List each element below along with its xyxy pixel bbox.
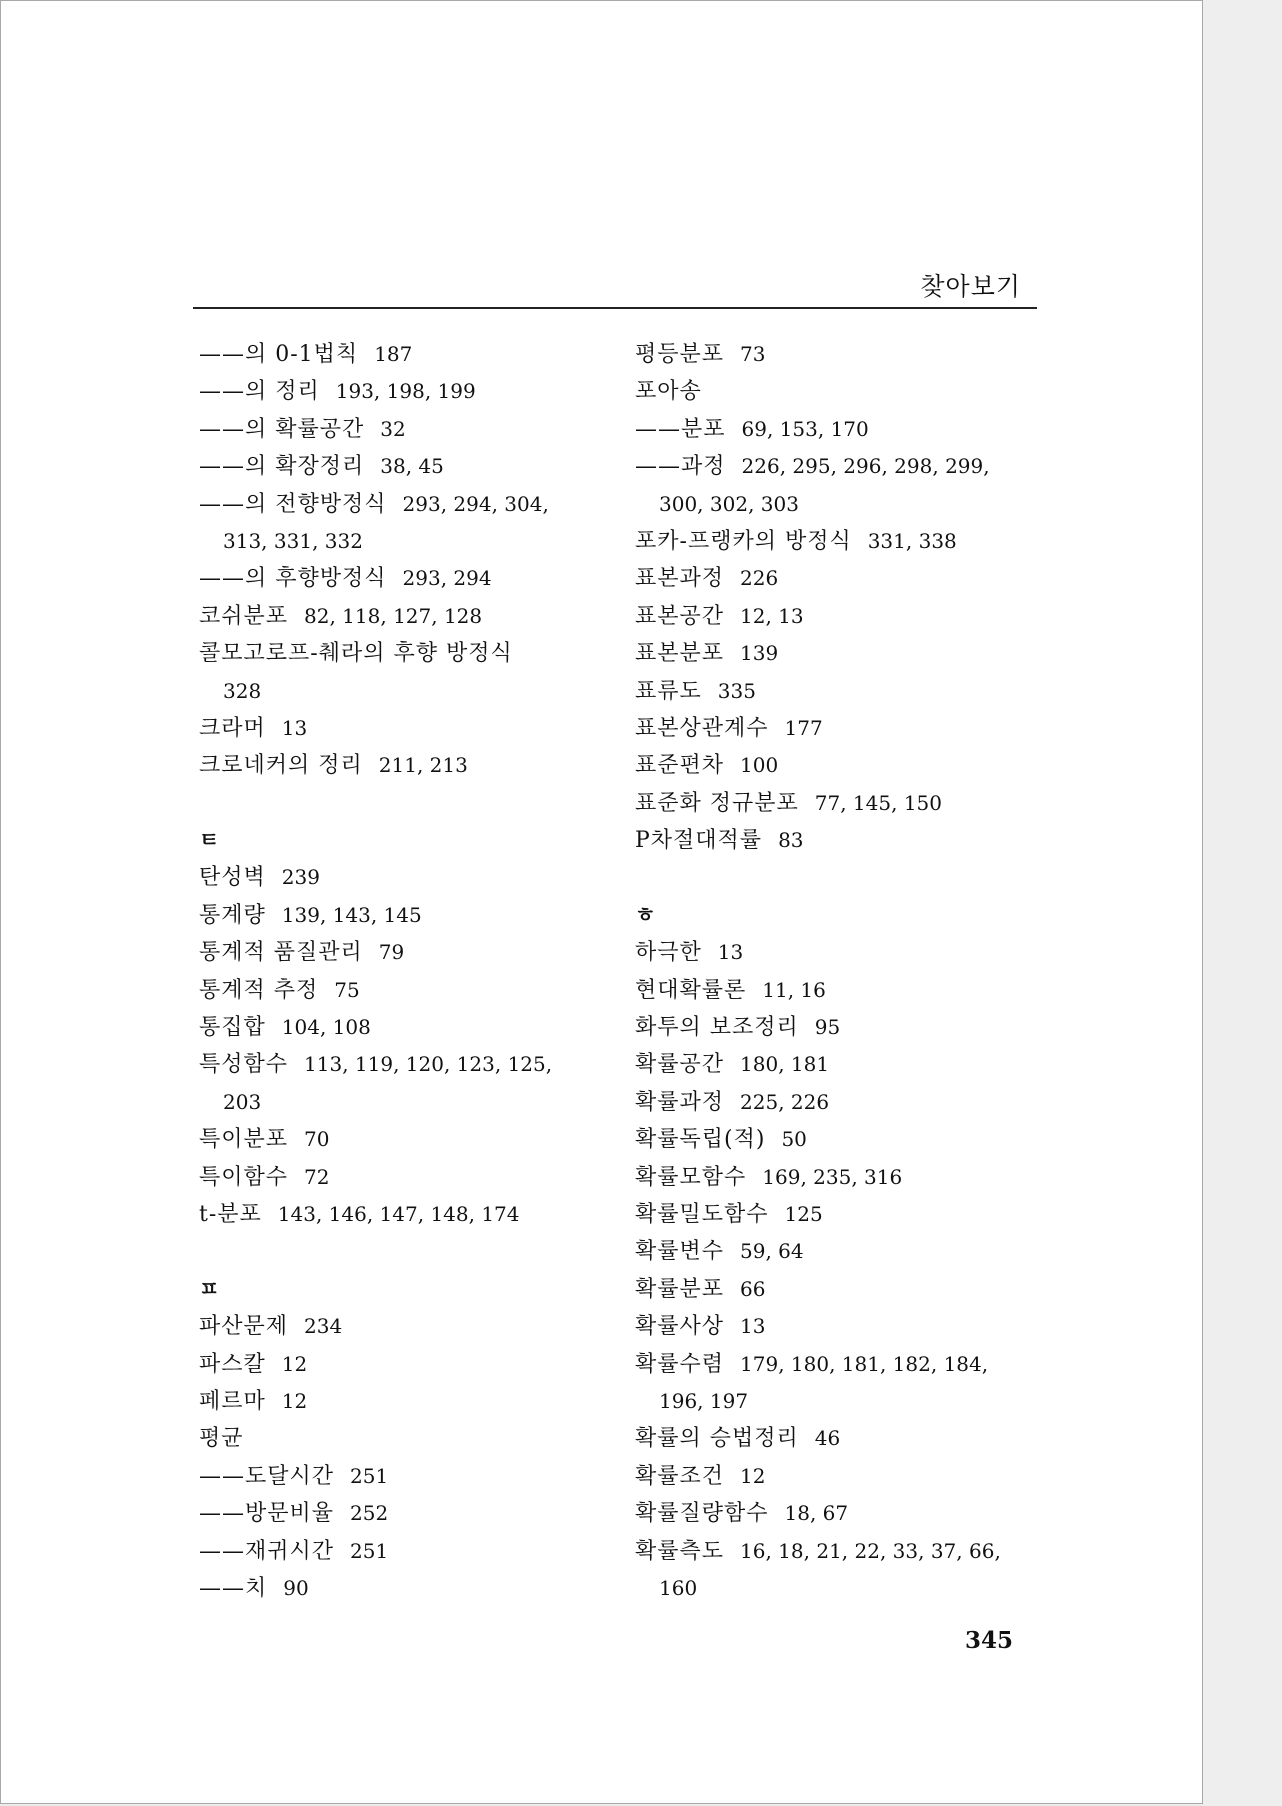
entry-pages: 73 (740, 342, 766, 366)
entry-term: ——방문비율 (199, 1501, 335, 1527)
index-entry (199, 1570, 619, 1607)
header-rule (193, 307, 1037, 309)
index-entry (635, 822, 1055, 859)
entry-term: 통계적 품질관리 (199, 940, 363, 966)
index-entry (635, 560, 1055, 597)
index-entry (199, 373, 619, 410)
entry-pages: 211, 213 (378, 753, 468, 778)
index-entry (199, 1308, 619, 1345)
entry-term: t-분포 (199, 1201, 262, 1227)
index-entry (199, 560, 619, 597)
index-entry (199, 859, 619, 896)
entry-term: 표준편차 (635, 753, 725, 779)
entry-term: 크라머 (199, 715, 266, 741)
entry-pages: 169, 235, 316 (762, 1164, 903, 1189)
section-gap (199, 785, 619, 822)
index-entry (635, 972, 1055, 1009)
index-entry (635, 1495, 1055, 1532)
index-entry (199, 747, 619, 784)
entry-pages: 225, 226 (740, 1089, 830, 1114)
entry-term: ——의 0-1법칙 (199, 342, 359, 367)
entry-term: 화투의 보조정리 (635, 1015, 799, 1041)
entry-pages: 196, 197 (659, 1388, 749, 1413)
entry-term: 확률사상 (635, 1314, 725, 1340)
entry-pages: 226 (740, 566, 779, 591)
entry-term: 확률의 승법정리 (635, 1426, 799, 1452)
index-entry (199, 448, 619, 485)
section-gap (199, 1233, 619, 1270)
entry-term: 확률조건 (635, 1463, 725, 1489)
index-entry (635, 1084, 1055, 1121)
index-entry (199, 1420, 619, 1457)
entry-pages: 143, 146, 147, 148, 174 (277, 1201, 520, 1226)
section-letter: ㅌ (199, 828, 221, 853)
index-entry (199, 486, 619, 523)
index-entry (635, 598, 1055, 635)
index-entry (635, 523, 1055, 560)
entry-term: 확률독립(적) (635, 1127, 766, 1153)
index-entry (635, 1046, 1055, 1083)
section-heading (199, 1271, 619, 1308)
entry-pages: 38, 45 (380, 454, 444, 479)
entry-pages: 18, 67 (784, 1501, 849, 1526)
index-entry (199, 972, 619, 1009)
entry-pages: 13 (717, 940, 744, 965)
index-entry (199, 411, 619, 448)
entry-pages: 95 (814, 1015, 841, 1040)
entry-pages: 66 (740, 1276, 766, 1301)
entry-term: 평등분포 (635, 342, 725, 367)
entry-pages: 331, 338 (867, 528, 957, 553)
entry-term: 크로네커의 정리 (199, 753, 363, 779)
running-header-title: 찾아보기 (920, 272, 1021, 301)
entry-pages: 77, 145, 150 (814, 790, 942, 815)
entry-pages: 82, 118, 127, 128 (304, 603, 483, 628)
entry-term: 통집합 (199, 1015, 266, 1041)
index-entry-continuation (199, 673, 619, 710)
entry-pages: 300, 302, 303 (659, 491, 799, 516)
index-entry (199, 1458, 619, 1495)
section-letter: ㅎ (635, 902, 657, 927)
entry-pages: 13 (740, 1314, 766, 1339)
entry-term: 표본분포 (635, 641, 725, 667)
entry-term: 확률밀도함수 (635, 1201, 769, 1227)
entry-term: 확률과정 (635, 1089, 725, 1115)
entry-pages: 12, 13 (740, 603, 804, 628)
entry-pages: 251 (350, 1538, 389, 1563)
entry-term: ——재귀시간 (199, 1538, 335, 1564)
index-entry (199, 635, 619, 672)
index-entry (199, 1121, 619, 1158)
entry-term: 확률변수 (635, 1239, 725, 1265)
index-entry (199, 934, 619, 971)
index-entry (635, 1533, 1055, 1570)
index-entry (199, 1383, 619, 1420)
entry-pages: 46 (814, 1426, 841, 1451)
entry-term: 파산문제 (199, 1314, 289, 1340)
index-entry (635, 1346, 1055, 1383)
entry-pages: 104, 108 (281, 1015, 371, 1040)
entry-pages: 69, 153, 170 (741, 416, 869, 441)
index-entry (635, 1009, 1055, 1046)
index-column-left (199, 336, 619, 1607)
index-entry (635, 1308, 1055, 1345)
entry-term: 코쉬분포 (199, 603, 289, 629)
index-entry (635, 1121, 1055, 1158)
index-entry (635, 448, 1055, 485)
entry-pages: 125 (784, 1201, 823, 1226)
entry-pages: 12 (740, 1463, 766, 1488)
entry-pages: 12 (281, 1351, 308, 1376)
index-entry (199, 1009, 619, 1046)
entry-term: ——분포 (635, 416, 726, 442)
entry-pages: 180, 181 (740, 1052, 830, 1077)
entry-term: 통계적 추정 (199, 977, 319, 1003)
index-entry-continuation (199, 1084, 619, 1121)
index-entry (635, 673, 1055, 710)
entry-term: 표류도 (635, 678, 702, 704)
index-entry (635, 336, 1055, 373)
entry-term: 하극한 (635, 940, 702, 966)
index-entry (199, 1346, 619, 1383)
entry-pages: 226, 295, 296, 298, 299, (741, 454, 990, 479)
entry-pages: 139, 143, 145 (281, 902, 422, 927)
entry-pages: 193, 198, 199 (335, 379, 476, 404)
entry-term: 표본상관계수 (635, 715, 769, 741)
entry-term: 표본공간 (635, 603, 725, 629)
entry-term: ——의 확장정리 (199, 454, 365, 480)
entry-term: 확률모함수 (635, 1164, 747, 1190)
entry-pages: 59, 64 (740, 1239, 804, 1264)
entry-term: 특성함수 (199, 1052, 289, 1078)
entry-pages: 13 (281, 715, 308, 740)
index-entry (635, 411, 1055, 448)
entry-pages: 160 (659, 1575, 698, 1600)
entry-pages: 177 (784, 715, 823, 740)
entry-term: 확률공간 (635, 1052, 725, 1078)
entry-pages: 72 (304, 1164, 330, 1189)
section-gap (635, 859, 1055, 896)
entry-term: P차절대적률 (635, 828, 763, 854)
entry-pages: 100 (740, 753, 779, 778)
entry-term: 특이함수 (199, 1164, 289, 1190)
entry-pages: 113, 119, 120, 123, 125, (304, 1052, 553, 1077)
entry-term: 표본과정 (635, 566, 725, 592)
entry-pages: 252 (350, 1501, 389, 1526)
entry-term: 표준화 정규분포 (635, 790, 799, 816)
entry-term: 평균 (199, 1426, 244, 1452)
index-entry (635, 1159, 1055, 1196)
index-entry-continuation (635, 486, 1055, 523)
entry-term: ——의 후향방정식 (199, 566, 387, 592)
entry-pages: 75 (334, 977, 360, 1002)
index-entry (199, 1533, 619, 1570)
entry-pages: 313, 331, 332 (223, 528, 363, 553)
index-entry (635, 1271, 1055, 1308)
index-entry (635, 785, 1055, 822)
entry-pages: 16, 18, 21, 22, 33, 37, 66, (740, 1538, 1001, 1563)
index-entry (635, 1196, 1055, 1233)
entry-pages: 50 (781, 1127, 807, 1152)
entry-pages: 90 (283, 1575, 309, 1600)
index-entry (199, 710, 619, 747)
entry-term: 특이분포 (199, 1127, 289, 1153)
entry-pages: 203 (223, 1089, 262, 1114)
entry-pages: 11, 16 (762, 977, 826, 1002)
entry-pages: 83 (778, 828, 804, 853)
entry-pages: 32 (380, 416, 406, 441)
entry-pages: 179, 180, 181, 182, 184, (740, 1351, 989, 1376)
index-entry (199, 1495, 619, 1532)
index-entry (199, 1159, 619, 1196)
index-entry-continuation (199, 523, 619, 560)
entry-pages: 70 (304, 1127, 330, 1152)
entry-pages: 12 (281, 1388, 308, 1413)
entry-term: 통계량 (199, 902, 266, 928)
section-heading (199, 822, 619, 859)
index-entry (199, 598, 619, 635)
index-entry (635, 747, 1055, 784)
entry-term: 현대확률론 (635, 977, 747, 1003)
entry-term: ——치 (199, 1575, 268, 1601)
index-entry (635, 1233, 1055, 1270)
entry-pages: 335 (717, 678, 756, 703)
index-entry (635, 1458, 1055, 1495)
entry-term: 탄성벽 (199, 865, 266, 891)
entry-term: 페르마 (199, 1388, 266, 1414)
entry-term: 파스칼 (199, 1351, 266, 1377)
entry-term: 확률분포 (635, 1276, 725, 1302)
entry-pages: 251 (350, 1463, 389, 1488)
entry-term: 확률측도 (635, 1538, 725, 1564)
entry-term: ——과정 (635, 454, 726, 480)
index-entry (199, 1046, 619, 1083)
entry-term: 포아송 (635, 379, 702, 405)
page-number: 345 (964, 1627, 1013, 1654)
index-entry (199, 336, 619, 373)
index-entry (199, 897, 619, 934)
index-entry (635, 934, 1055, 971)
entry-pages: 239 (281, 865, 320, 890)
index-entry (635, 373, 1055, 410)
entry-term: ——의 정리 (199, 379, 320, 405)
entry-pages: 234 (304, 1314, 343, 1339)
entry-term: ——도달시간 (199, 1463, 335, 1489)
entry-term: 포카-프랭카의 방정식 (635, 528, 852, 554)
index-entry-continuation (635, 1570, 1055, 1607)
index-column-right (635, 336, 1055, 1607)
entry-term: 콜모고로프-췌라의 후향 방정식 (199, 641, 513, 667)
index-entry (635, 635, 1055, 672)
section-letter: ㅍ (199, 1276, 221, 1301)
viewer-gutter (1203, 0, 1282, 1806)
entry-pages: 79 (378, 940, 405, 965)
entry-pages: 328 (223, 678, 262, 703)
entry-term: ——의 확률공간 (199, 416, 365, 442)
index-entry-continuation (635, 1383, 1055, 1420)
entry-term: 확률수렴 (635, 1351, 725, 1377)
entry-term: 확률질량함수 (635, 1501, 769, 1527)
entry-pages: 293, 294 (402, 566, 492, 591)
index-entry (635, 710, 1055, 747)
section-heading (635, 897, 1055, 934)
index-entry (635, 1420, 1055, 1457)
entry-pages: 187 (374, 342, 413, 366)
entry-term: ——의 전향방정식 (199, 491, 387, 517)
index-entry (199, 1196, 619, 1233)
entry-pages: 293, 294, 304, (402, 491, 549, 516)
entry-pages: 139 (740, 641, 779, 666)
